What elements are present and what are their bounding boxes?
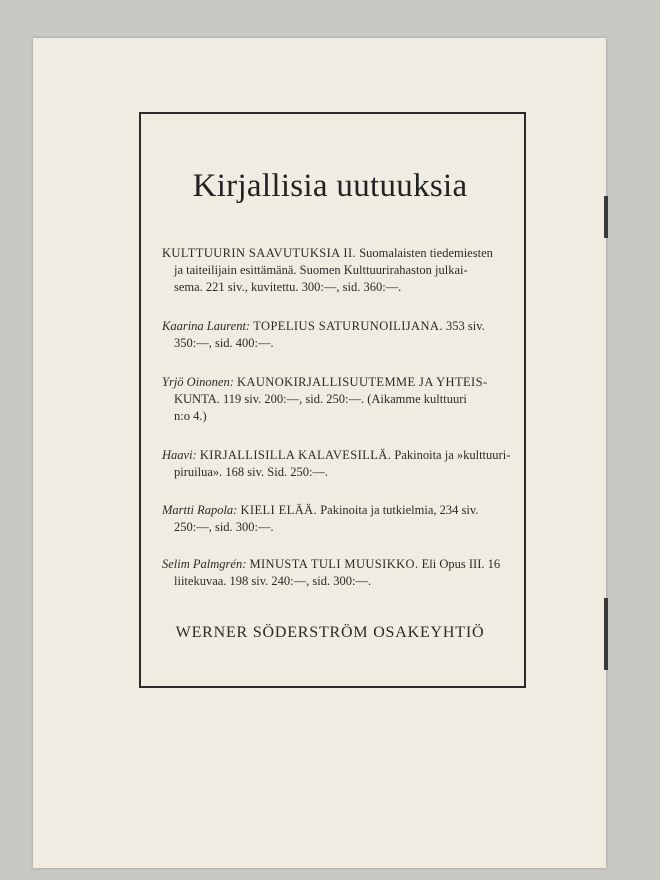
entry-line: 353 siv. — [442, 319, 485, 333]
book-entry — [162, 318, 510, 352]
entry-line: 250:—, sid. 300:—. — [174, 520, 274, 534]
entry-author: Yrjö Oinonen: — [162, 375, 234, 389]
entry-line: KUNTA. 119 siv. 200:—, sid. 250:—. (Aikamme kulttuuri — [174, 392, 467, 406]
entry-title: KULTTUURIN SAAVUTUKSIA II. — [162, 246, 357, 260]
entry-line: piruilua». 168 siv. Sid. 250:—. — [174, 465, 329, 479]
entry-line: 350:—, sid. 400:—. — [174, 336, 274, 350]
book-entry — [162, 245, 510, 296]
entry-line: liitekuvaa. 198 siv. 240:—, sid. 300:—. — [174, 574, 372, 588]
entry-title: KAUNOKIRJALLISUUTEMME JA YHTEIS- — [237, 375, 488, 389]
entry-author: Selim Palmgrén: — [162, 557, 247, 571]
book-entry — [162, 374, 510, 425]
entry-line: Pakinoita ja »kulttuuri- — [391, 448, 511, 462]
publisher-name: WERNER SÖDERSTRÖM OSAKEYHTIÖ — [175, 624, 485, 641]
page-heading: Kirjallisia uutuuksia — [192, 168, 468, 204]
entry-line: ja taiteilijain esittämänä. Suomen Kulttuurirahaston julkai- — [174, 263, 468, 277]
entry-title: KIELI ELÄÄ. — [240, 503, 318, 517]
entry-line: Eli Opus III. 16 — [418, 557, 501, 571]
entry-line: Suomalaisten tiedemiesten — [356, 246, 493, 260]
entry-title: MINUSTA TULI MUUSIKKO. — [249, 557, 419, 571]
entry-title: KIRJALLISILLA KALAVESILLÄ. — [199, 448, 392, 462]
book-entry — [162, 556, 510, 590]
entry-title: TOPELIUS SATURUNOILIJANA. — [253, 319, 443, 333]
entry-author: Martti Rapola: — [162, 503, 238, 517]
book-entry — [162, 447, 510, 481]
entry-line: n:o 4.) — [174, 409, 207, 423]
entry-author: Kaarina Laurent: — [162, 319, 251, 333]
entry-line: Pakinoita ja tutkielmia, 234 siv. — [317, 503, 479, 517]
entry-line: sema. 221 siv., kuvitettu. 300:—, sid. 360:—. — [174, 280, 402, 294]
book-entry — [162, 502, 510, 536]
entry-author: Haavi: — [162, 448, 197, 462]
